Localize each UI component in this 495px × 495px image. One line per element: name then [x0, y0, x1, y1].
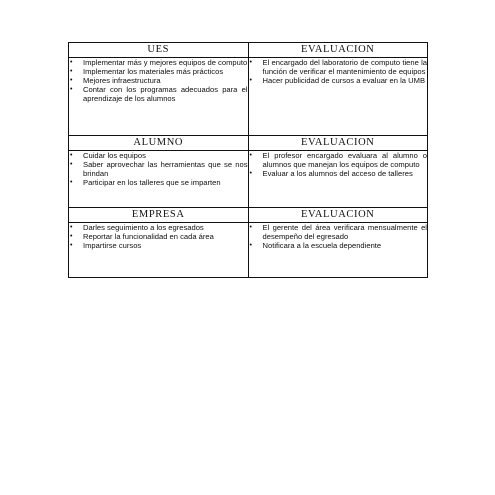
- bullet-list: [69, 151, 248, 187]
- evaluation-title: EVALUACION: [248, 136, 428, 151]
- bullet-list: [249, 223, 428, 250]
- list-item: [69, 241, 248, 250]
- section-body-row: [69, 151, 428, 208]
- list-item: [249, 241, 428, 250]
- list-item: [69, 58, 248, 67]
- section-title: ALUMNO: [69, 136, 249, 151]
- bullet-list: [69, 223, 248, 250]
- section-body-row: [69, 223, 428, 278]
- bullet-icon: •: [70, 77, 73, 84]
- list-item: [69, 85, 248, 103]
- bullet-icon: •: [249, 170, 252, 177]
- list-item: [69, 67, 248, 76]
- list-item-text: El gerente del área verificara mensualmente el desempeño del egresado: [262, 223, 427, 241]
- actions-cell: [69, 151, 249, 208]
- bullet-icon: •: [70, 179, 73, 186]
- section-body-row: [69, 58, 428, 136]
- list-item-text: Mejores infraestructura: [83, 76, 161, 85]
- bullet-list: [69, 58, 248, 103]
- list-item-text: Implementar los materiales más prácticos: [83, 67, 224, 76]
- list-item-text: Cuidar los equipos: [83, 151, 146, 160]
- bullet-icon: •: [70, 59, 73, 66]
- list-item-text: Participar en los talleres que se imparten: [83, 178, 221, 187]
- bullet-icon: •: [249, 242, 252, 249]
- list-item-text: El profesor encargado evaluara al alumno o alumnos que manejan los equipos de computo: [262, 151, 427, 169]
- section-header-row: [69, 208, 428, 223]
- section-header-row: [69, 43, 428, 58]
- bullet-icon: •: [70, 161, 73, 168]
- evaluation-cell: [248, 151, 428, 208]
- section-title: UES: [69, 43, 249, 58]
- list-item: [69, 151, 248, 160]
- list-item-text: Darles seguimiento a los egresados: [83, 223, 204, 232]
- evaluation-title: EVALUACION: [248, 208, 428, 223]
- bullet-icon: •: [70, 68, 73, 75]
- list-item-text: El encargado del laboratorio de computo tiene la función de verificar el mantenimiento de equipos: [262, 58, 427, 76]
- list-item: [249, 58, 428, 76]
- actions-cell: [69, 223, 249, 278]
- section-title: EMPRESA: [69, 208, 249, 223]
- evaluation-title: EVALUACION: [248, 43, 428, 58]
- list-item-text: Evaluar a los alumnos del acceso de talleres: [262, 169, 413, 178]
- bullet-icon: •: [249, 77, 252, 84]
- list-item: [249, 223, 428, 241]
- bullet-icon: •: [70, 233, 73, 240]
- list-item-text: Hacer publicidad de cursos a evaluar en la UMB: [262, 76, 426, 85]
- bullet-icon: •: [70, 152, 73, 159]
- list-item: [69, 160, 248, 178]
- bullet-icon: •: [70, 86, 73, 93]
- bullet-icon: •: [70, 242, 73, 249]
- list-item: [249, 76, 428, 85]
- evaluation-cell: [248, 223, 428, 278]
- evaluation-cell: [248, 58, 428, 136]
- actions-cell: [69, 58, 249, 136]
- list-item: [69, 76, 248, 85]
- evaluation-table: [68, 42, 428, 278]
- bullet-icon: •: [249, 152, 252, 159]
- list-item-text: Contar con los programas adecuados para el aprendizaje de los alumnos: [83, 85, 248, 103]
- section-header-row: [69, 136, 428, 151]
- list-item: [69, 232, 248, 241]
- list-item: [69, 223, 248, 232]
- list-item: [69, 178, 248, 187]
- list-item-text: Notificara a la escuela dependiente: [262, 241, 382, 250]
- bullet-icon: •: [249, 224, 252, 231]
- list-item-text: Impartirse cursos: [83, 241, 142, 250]
- bullet-icon: •: [70, 224, 73, 231]
- bullet-icon: •: [249, 59, 252, 66]
- list-item-text: Implementar más y mejores equipos de computo: [83, 58, 248, 67]
- list-item: [249, 169, 428, 178]
- bullet-list: [249, 58, 428, 85]
- list-item-text: Reportar la funcionalidad en cada área: [83, 232, 214, 241]
- list-item: [249, 151, 428, 169]
- list-item-text: Saber aprovechar las herramientas que se nos brindan: [83, 160, 248, 178]
- bullet-list: [249, 151, 428, 178]
